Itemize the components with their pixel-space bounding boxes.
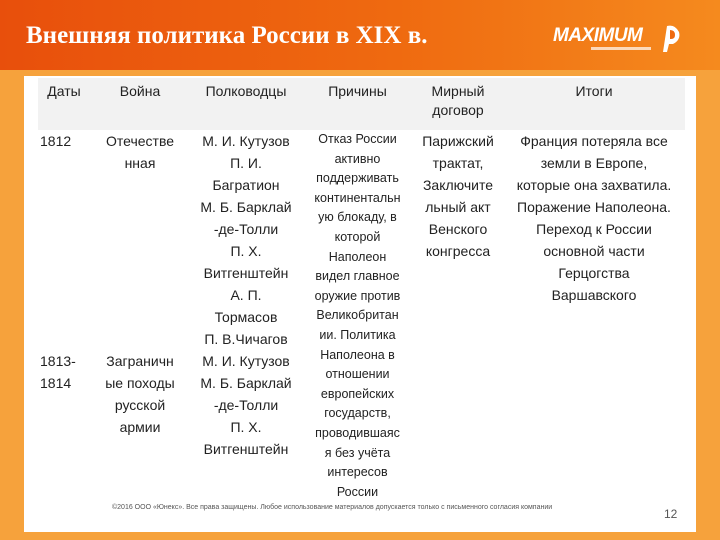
cell-results [503,130,685,502]
cell-war [90,350,190,502]
header-reasons: Причины [302,78,413,130]
commander-line: Витгенштейн [203,441,289,457]
date-line: 1813- [40,353,76,369]
reason-line: активно [334,151,381,166]
slide-header [0,0,720,70]
logo-mark-icon [657,22,683,56]
result-line: Герцогства [558,265,630,281]
reason-line: ии. Политика [319,327,396,342]
header-war: Война [90,78,190,130]
header-peace-treaty: Мирный договор [413,78,503,130]
treaty-line: Заключите [422,177,494,193]
reason-line: отношении [325,367,390,382]
copyright-footer: ©2016 ООО «Юнекс». Все права защищены. Любое использование материалов допускается только с письменного согласия компании [112,504,553,511]
reason-line: Отказ России [318,132,397,146]
reason-line: видел главное [315,269,400,284]
reason-line: Великобритан [316,308,399,323]
commander-line: -де-Толли [213,397,279,413]
treaty-line: трактат, [432,155,484,171]
reason-line: я без учёта [324,445,391,460]
commander-line: П. И. [230,155,262,171]
date-line: 1812 [40,133,72,149]
foreign-policy-table [38,78,685,502]
commander-line: М. Б. Барклай [200,199,292,215]
result-line: Поражение Наполеона. [517,199,671,215]
commander-line: А. П. [230,287,262,303]
war-line: нная [124,155,156,171]
result-line: земли в Европе, [540,155,648,171]
treaty-line: льный акт [425,199,491,215]
reason-line: европейских [320,386,395,401]
cell-war [90,130,190,350]
reason-line: которой [334,229,381,244]
commander-line: П. Х. [230,419,262,435]
war-line: Заграничн [106,353,174,369]
cell-commanders [190,350,302,502]
reason-line: интересов [327,465,388,480]
reason-line: Наполеон [328,249,387,264]
result-line: которые она захватила. [516,177,672,193]
reason-line: государств, [324,406,391,421]
treaty-line: Венского [428,221,488,237]
war-line: армии [119,419,161,435]
table-row [38,130,685,350]
reason-line: ую блокаду, в [318,210,397,225]
table-header-row [38,78,685,130]
commander-line: Витгенштейн [203,265,289,281]
commander-line: М. И. Кутузов [202,133,290,149]
reason-line: Наполеона в [320,347,395,362]
war-line: русской [114,397,166,413]
cell-date [38,350,90,502]
war-line: ые походы [105,375,175,391]
commander-line: П. В.Чичагов [204,331,288,347]
result-line: основной части [543,243,645,259]
reason-line: проводившаяс [315,425,400,440]
header-dates: Даты [38,78,90,130]
commander-line: Тормасов [214,309,278,325]
cell-date [38,130,90,350]
result-line: Переход к России [536,221,652,237]
cell-reasons [302,130,413,502]
war-line: Отечестве [105,133,175,149]
commander-line: П. Х. [230,243,262,259]
date-line: 1814 [40,375,72,391]
result-line: Франция потеряла все [520,133,668,149]
maximum-logo [553,22,683,58]
cell-peace-treaty [413,130,503,502]
header-results: Итоги [503,78,685,130]
commander-line: -де-Толли [213,221,279,237]
treaty-line: Парижский [422,133,494,149]
cell-commanders [190,130,302,350]
treaty-line: конгресса [425,243,491,259]
result-line: Варшавского [551,287,637,303]
commander-line: М. Б. Барклай [200,375,292,391]
page-number: 12 [664,507,678,521]
logo-underline [591,47,651,50]
reason-line: России [336,484,379,499]
reason-line: поддерживать [316,171,399,186]
logo-text: MAXIMUM [553,25,643,46]
reason-line: оружие против [314,288,401,303]
header-commanders: Полководцы [190,78,302,130]
commander-line: М. И. Кутузов [202,353,290,369]
commander-line: Багратион [212,177,280,193]
reason-line: континентальн [314,190,401,205]
slide-title: Внешняя политика России в XIX в. [26,22,428,49]
